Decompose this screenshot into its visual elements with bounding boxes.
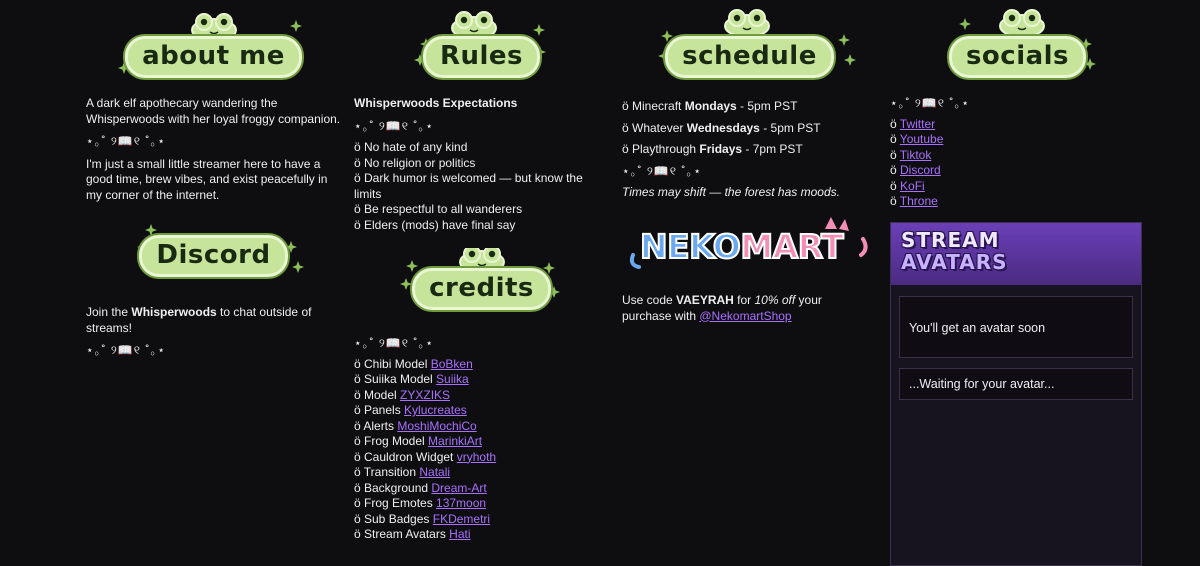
- credit-item: ö Sub Badges FKDemetri: [354, 511, 491, 526]
- credit-item: ö Background Dream-Art: [354, 480, 487, 495]
- credit-link[interactable]: MoshiMochiCo: [397, 418, 477, 433]
- avatar-message-card: [899, 296, 1133, 358]
- social-item-kofi: ö KoFi: [890, 178, 925, 193]
- avatar-message: You'll get an avatar soon: [909, 321, 1046, 335]
- about-intro: I'm just a small little streamer here to have a good time, brew vibes, and exist peacefully in my corner of the internet.: [86, 156, 328, 202]
- schedule-title: schedule: [665, 36, 834, 78]
- credit-item: ö Suiika Model Suiika: [354, 372, 469, 386]
- kofi-link[interactable]: KoFi: [900, 178, 925, 193]
- about-panel: [86, 8, 341, 210]
- schedule-note: Times may shift — the forest has moods.: [622, 185, 840, 199]
- schedule-item: ö Playthrough Fridays - 7pm PST: [622, 142, 803, 156]
- credit-link[interactable]: FKDemetri: [432, 511, 491, 526]
- about-title: about me: [125, 36, 302, 78]
- social-item-discord: ö Discord: [890, 163, 941, 177]
- rules-heading: Whisperwoods Expectations: [354, 96, 518, 110]
- about-banner: [86, 8, 341, 88]
- tiktok-link[interactable]: Tiktok: [899, 147, 932, 162]
- rules-panel: [354, 8, 609, 233]
- credit-item: ö Transition Natali: [354, 465, 451, 479]
- avatar-waiting: ...Waiting for your avatar...: [909, 377, 1055, 391]
- socials-panel: [890, 8, 1145, 210]
- nekomart-shop-link[interactable]: @NekomartShop: [699, 308, 792, 323]
- credits-divider: ⋆｡˚ ୨📖୧ ˚｡⋆: [354, 336, 434, 350]
- schedule-item: ö Minecraft Mondays - 5pm PST: [622, 99, 798, 113]
- about-bio: A dark elf apothecary wandering the Whisperwoods with her loyal froggy companion.: [86, 96, 341, 126]
- discord-panel: [86, 215, 341, 366]
- credit-item: ö Cauldron Widget vryhoth: [354, 449, 497, 464]
- credit-link[interactable]: Kylucreates: [404, 403, 467, 417]
- discord-title: Discord: [139, 235, 287, 277]
- discord-banner: [86, 215, 341, 295]
- youtube-link[interactable]: Youtube: [899, 132, 944, 146]
- credit-link[interactable]: Dream-Art: [431, 480, 487, 495]
- credits-panel: [354, 248, 609, 543]
- rule-item: ö Elders (mods) have final say: [354, 217, 516, 232]
- rule-item: ö No hate of any kind: [354, 140, 468, 154]
- discord-text: Join the Whisperwoods to chat outside of streams!: [86, 305, 312, 335]
- credit-item: ö Frog Emotes 137moon: [354, 496, 487, 510]
- rules-divider: ⋆｡˚ ୨📖୧ ˚｡⋆: [354, 118, 434, 133]
- rules-banner: [354, 8, 609, 88]
- credits-list: [354, 357, 609, 543]
- credit-link[interactable]: ZYXZIKS: [400, 387, 451, 402]
- socials-title: socials: [949, 36, 1086, 78]
- credit-link[interactable]: 137moon: [436, 496, 487, 510]
- schedule-divider: ⋆｡˚ ୨📖୧ ˚｡⋆: [622, 163, 702, 178]
- credit-link[interactable]: BoBken: [430, 356, 473, 371]
- social-item-twitter: ö Twitter: [890, 116, 936, 131]
- stream-avatars-logo: STREAM AVATARS: [901, 228, 1008, 274]
- social-item-youtube: ö Youtube: [890, 132, 944, 146]
- schedule-banner: [622, 8, 877, 88]
- nekomart-logo-part1: NEKO: [640, 227, 741, 266]
- rule-item: ö No religion or politics: [354, 155, 476, 170]
- credit-link[interactable]: Hati: [449, 527, 471, 541]
- credit-item: ö Frog Model MarinkiArt: [354, 434, 483, 448]
- nekomart-promo: Use code VAEYRAH for 10% off your purchase with @NekomartShop: [622, 293, 822, 323]
- credit-link[interactable]: Suiika: [436, 372, 469, 386]
- throne-link[interactable]: Throne: [899, 194, 938, 208]
- schedule-panel: [622, 8, 877, 204]
- credit-item: ö Stream Avatars Hati: [354, 527, 471, 541]
- rule-item: ö Be respectful to all wanderers: [354, 202, 523, 216]
- schedule-item: ö Whatever Wednesdays - 5pm PST: [622, 120, 821, 135]
- credit-link[interactable]: Natali: [419, 465, 451, 479]
- credit-link[interactable]: vryhoth: [456, 449, 497, 464]
- socials-banner: [890, 8, 1145, 88]
- discord-divider: ⋆｡˚ ୨📖୧ ˚｡⋆: [86, 343, 166, 357]
- promo-code: VAEYRAH: [676, 293, 734, 307]
- credit-link[interactable]: MarinkiArt: [428, 434, 483, 448]
- stream-avatars-header: [891, 223, 1141, 285]
- nekomart-logo[interactable]: [625, 215, 870, 275]
- credits-title: credits: [412, 268, 551, 310]
- rule-item: ö Dark humor is welcomed — but know the limits: [354, 171, 583, 201]
- rules-list: [354, 140, 589, 233]
- nekomart-logo-part2: MART: [740, 227, 844, 266]
- twitter-link[interactable]: Twitter: [899, 116, 936, 131]
- about-divider: ⋆｡˚ ୨📖୧ ˚｡⋆: [86, 134, 166, 148]
- social-item-throne: ö Throne: [890, 194, 938, 208]
- credit-item: ö Chibi Model BoBken: [354, 356, 473, 371]
- credit-item: ö Panels Kylucreates: [354, 403, 467, 417]
- credit-item: ö Model ZYXZIKS: [354, 387, 451, 402]
- credits-banner: [354, 248, 609, 328]
- avatar-waiting-card: [899, 368, 1133, 400]
- socials-divider: ⋆｡˚ ୨📖୧ ˚｡⋆: [890, 96, 970, 110]
- credit-item: ö Alerts MoshiMochiCo: [354, 418, 477, 433]
- rules-title: Rules: [423, 36, 540, 78]
- discord-link[interactable]: Discord: [900, 163, 941, 177]
- stream-avatars-widget: [890, 222, 1142, 566]
- social-item-tiktok: ö Tiktok: [890, 147, 932, 162]
